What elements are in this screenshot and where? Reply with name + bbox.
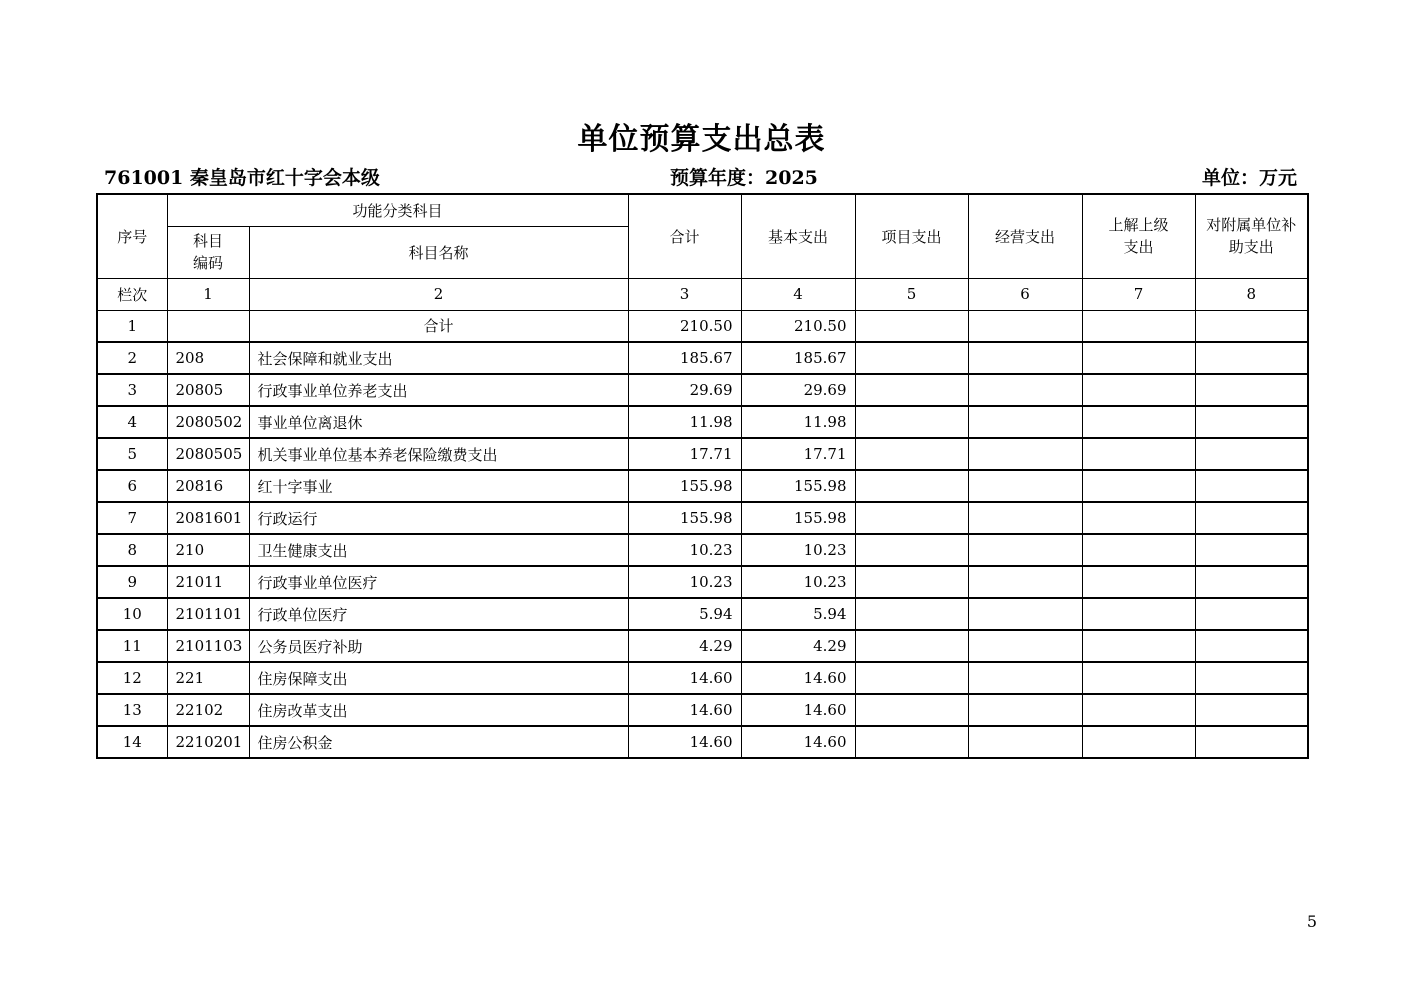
cell-total: 4.29 [628,630,741,662]
cell-subject-code: 208 [167,342,249,374]
table-row [97,630,1308,662]
cell-basic: 185.67 [741,342,855,374]
header-business: 经营支出 [968,194,1082,278]
cell-remit [1082,534,1195,566]
cell-seq: 14 [97,726,167,758]
cell-business [968,534,1082,566]
cell-subject-name: 行政事业单位养老支出 [249,374,628,406]
cell-business [968,310,1082,342]
cell-project [855,662,968,694]
column-index: 6 [968,278,1082,310]
cell-subject-code: 20805 [167,374,249,406]
cell-subject-name: 事业单位离退休 [249,406,628,438]
cell-subject-code: 22102 [167,694,249,726]
cell-remit [1082,310,1195,342]
page-number: 5 [1306,912,1317,931]
cell-project [855,374,968,406]
cell-business [968,470,1082,502]
cell-subsidy [1195,534,1308,566]
cell-subject-name: 社会保障和就业支出 [249,342,628,374]
cell-subsidy [1195,502,1308,534]
cell-remit [1082,438,1195,470]
cell-project [855,438,968,470]
cell-business [968,662,1082,694]
unit-code-name: 761001 秦皇岛市红十字会本级 [104,167,380,189]
cell-remit [1082,342,1195,374]
cell-total: 210.50 [628,310,741,342]
cell-subsidy [1195,310,1308,342]
table-row [97,470,1308,502]
cell-subject-name: 机关事业单位基本养老保险缴费支出 [249,438,628,470]
cell-subject-code: 2101101 [167,598,249,630]
cell-basic: 17.71 [741,438,855,470]
cell-subject-name: 行政单位医疗 [249,598,628,630]
cell-subsidy [1195,438,1308,470]
cell-basic: 10.23 [741,534,855,566]
cell-business [968,598,1082,630]
cell-basic: 29.69 [741,374,855,406]
column-index: 3 [628,278,741,310]
cell-subject-code: 2101103 [167,630,249,662]
cell-business [968,342,1082,374]
cell-total: 14.60 [628,662,741,694]
cell-total: 185.67 [628,342,741,374]
cell-remit [1082,598,1195,630]
cell-subject-code: 20816 [167,470,249,502]
cell-project [855,470,968,502]
cell-subject-name: 住房改革支出 [249,694,628,726]
cell-remit [1082,502,1195,534]
cell-subject-name: 卫生健康支出 [249,534,628,566]
cell-subsidy [1195,406,1308,438]
cell-basic: 10.23 [741,566,855,598]
column-index: 8 [1195,278,1308,310]
cell-seq: 4 [97,406,167,438]
cell-seq: 7 [97,502,167,534]
column-index: 4 [741,278,855,310]
cell-project [855,502,968,534]
cell-total: 10.23 [628,566,741,598]
cell-remit [1082,406,1195,438]
cell-basic: 155.98 [741,502,855,534]
cell-subject-code: 221 [167,662,249,694]
header-subject-name: 科目名称 [249,226,628,278]
table-row [97,598,1308,630]
cell-subsidy [1195,598,1308,630]
cell-project [855,566,968,598]
table-row [97,438,1308,470]
column-index: 7 [1082,278,1195,310]
table-row [97,726,1308,758]
cell-seq: 6 [97,470,167,502]
budget-expenditure-table [96,193,1309,759]
table-row [97,534,1308,566]
cell-subject-name: 红十字事业 [249,470,628,502]
cell-seq: 10 [97,598,167,630]
cell-basic: 4.29 [741,630,855,662]
table-row [97,694,1308,726]
cell-basic: 11.98 [741,406,855,438]
header-basic: 基本支出 [741,194,855,278]
cell-subject-name: 行政事业单位医疗 [249,566,628,598]
cell-project [855,534,968,566]
cell-total: 29.69 [628,374,741,406]
header-seq: 序号 [97,194,167,278]
cell-project [855,630,968,662]
cell-subject-code: 2080502 [167,406,249,438]
cell-subject-code [167,310,249,342]
cell-total: 5.94 [628,598,741,630]
header-total: 合计 [628,194,741,278]
column-index: 1 [167,278,249,310]
table-row [97,342,1308,374]
cell-basic: 14.60 [741,726,855,758]
cell-total: 10.23 [628,534,741,566]
cell-subsidy [1195,694,1308,726]
cell-seq: 11 [97,630,167,662]
cell-basic: 210.50 [741,310,855,342]
cell-business [968,694,1082,726]
cell-business [968,726,1082,758]
cell-seq: 8 [97,534,167,566]
table-row [97,374,1308,406]
table-row [97,310,1308,342]
cell-subsidy [1195,374,1308,406]
page-title: 单位预算支出总表 [577,122,826,157]
cell-subject-name: 合计 [249,310,628,342]
cell-subsidy [1195,662,1308,694]
cell-total: 11.98 [628,406,741,438]
cell-project [855,598,968,630]
cell-subject-code: 2080505 [167,438,249,470]
cell-seq: 2 [97,342,167,374]
cell-project [855,342,968,374]
cell-subject-name: 住房保障支出 [249,662,628,694]
cell-subject-code: 2210201 [167,726,249,758]
header-remit: 上解上级支出 [1082,194,1195,278]
cell-seq: 3 [97,374,167,406]
cell-remit [1082,566,1195,598]
cell-business [968,630,1082,662]
cell-business [968,438,1082,470]
cell-subject-name: 行政运行 [249,502,628,534]
table-row [97,662,1308,694]
cell-remit [1082,374,1195,406]
cell-seq: 13 [97,694,167,726]
cell-subject-code: 2081601 [167,502,249,534]
cell-subsidy [1195,566,1308,598]
cell-business [968,502,1082,534]
cell-total: 155.98 [628,470,741,502]
cell-seq: 9 [97,566,167,598]
cell-total: 14.60 [628,694,741,726]
cell-total: 17.71 [628,438,741,470]
cell-business [968,406,1082,438]
cell-seq: 1 [97,310,167,342]
cell-project [855,694,968,726]
cell-subsidy [1195,342,1308,374]
header-functional-category: 功能分类科目 [167,194,628,226]
header-project: 项目支出 [855,194,968,278]
cell-subject-name: 住房公积金 [249,726,628,758]
cell-basic: 5.94 [741,598,855,630]
cell-project [855,406,968,438]
cell-subsidy [1195,470,1308,502]
cell-remit [1082,630,1195,662]
cell-basic: 14.60 [741,662,855,694]
column-index-label: 栏次 [97,278,167,310]
cell-subject-code: 21011 [167,566,249,598]
header-subsidy: 对附属单位补助支出 [1195,194,1308,278]
table-row [97,406,1308,438]
cell-remit [1082,694,1195,726]
cell-project [855,310,968,342]
budget-year: 预算年度：2025 [670,167,818,189]
cell-seq: 12 [97,662,167,694]
cell-seq: 5 [97,438,167,470]
table-row [97,566,1308,598]
column-index: 2 [249,278,628,310]
cell-total: 14.60 [628,726,741,758]
cell-business [968,566,1082,598]
cell-basic: 155.98 [741,470,855,502]
cell-remit [1082,470,1195,502]
cell-project [855,726,968,758]
cell-basic: 14.60 [741,694,855,726]
cell-business [968,374,1082,406]
cell-subsidy [1195,630,1308,662]
cell-subject-name: 公务员医疗补助 [249,630,628,662]
cell-subsidy [1195,726,1308,758]
header-subject-code: 科目编码 [167,226,249,278]
cell-remit [1082,662,1195,694]
cell-remit [1082,726,1195,758]
currency-unit: 单位：万元 [1201,167,1297,189]
table-row [97,502,1308,534]
cell-total: 155.98 [628,502,741,534]
cell-subject-code: 210 [167,534,249,566]
column-index: 5 [855,278,968,310]
